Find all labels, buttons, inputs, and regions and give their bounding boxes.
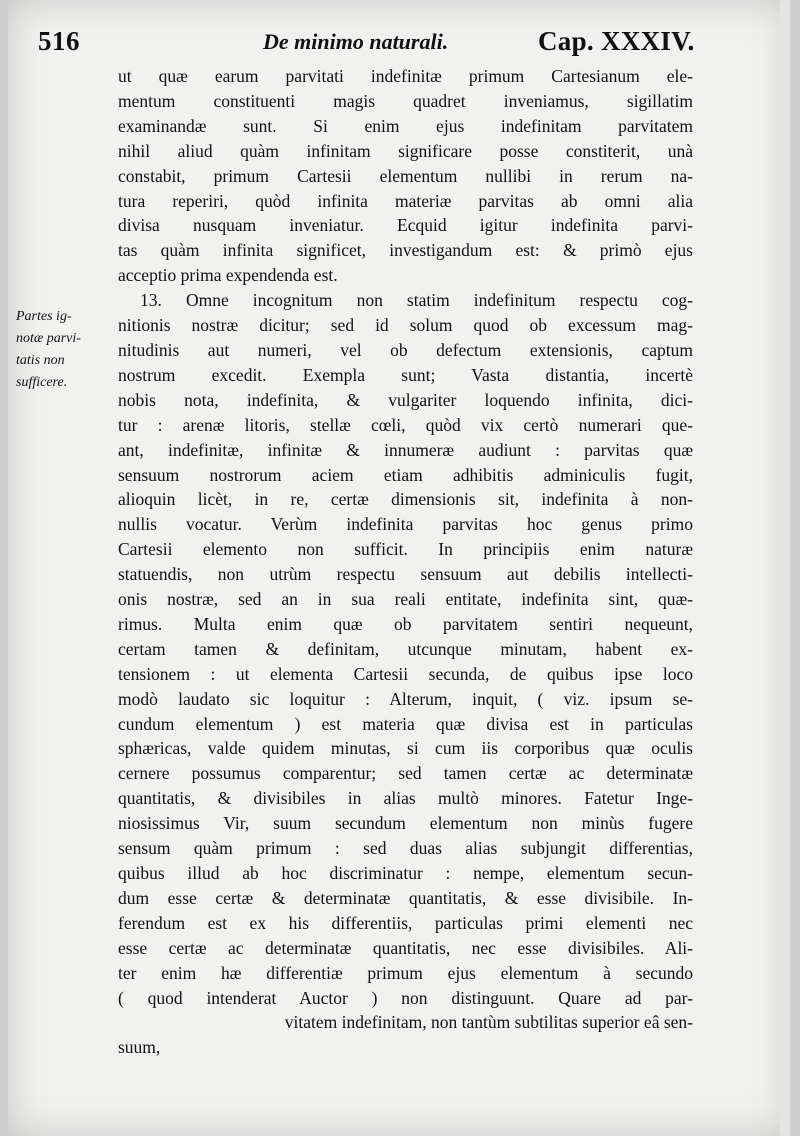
- text-line: ut quæ earum parvitati indefinitæ primum Cartesianum ele-: [118, 66, 693, 86]
- margin-note-line: notæ parvi-: [16, 331, 81, 346]
- text-line: sensuum nostrorum aciem etiam adhibitis adminiculis fugit,: [118, 464, 693, 485]
- text-line: dum esse certæ & determinatæ quantitatis, & esse divisibile. In-: [118, 887, 693, 908]
- running-title: De minimo naturali.: [263, 29, 449, 54]
- text-line: constabit, primum Cartesii elementum nullibi in rerum na-: [118, 165, 693, 186]
- text-line: vitatem indefinitam, non tantùm subtilitas superior eâ sen-: [284, 1012, 693, 1033]
- body-text: [118, 64, 693, 1060]
- text-line: cernere possumus comparentur; sed tamen certæ ac determinatæ: [118, 763, 693, 784]
- text-line: quantitatis, & divisibiles in alias multò minores. Fatetur Inge-: [118, 788, 693, 809]
- text-line: divisa nusquam inveniatur. Ecquid igitur indefinita parvi-: [118, 215, 693, 236]
- margin-note-line: tatis non: [16, 353, 65, 368]
- text-line: nitionis nostræ dicitur; sed id solum quod ob excessum mag-: [118, 315, 693, 336]
- margin-note-line: sufficere.: [16, 375, 68, 390]
- text-line: nobis nota, indefinita, & vulgariter loquendo infinita, dici-: [118, 389, 693, 410]
- text-line: nihil aliud quàm infinitam significare posse constiterit, unà: [118, 140, 693, 161]
- text-line: suum,: [118, 1037, 161, 1058]
- margin-note-line: Partes ig-: [16, 309, 72, 324]
- text-line: nostrum excedit. Exempla sunt; Vasta distantia, incertè: [118, 364, 693, 385]
- text-line: ter enim hæ differentiæ primum ejus elementum à secundo: [118, 962, 693, 983]
- text-line: certam tamen & definitam, utcunque minutam, habent ex-: [118, 638, 693, 659]
- text-line: tur : arenæ litoris, stellæ cœli, quòd vix certò numerari que-: [118, 414, 693, 435]
- text-line: esse certæ ac determinatæ quantitatis, nec esse divisibiles. Ali-: [118, 937, 693, 958]
- text-line: sensum quàm primum : sed duas alias subjungit differentias,: [118, 838, 693, 859]
- text-line: ant, indefinitæ, infinitæ & innumeræ audiunt : parvitas quæ: [118, 439, 693, 460]
- text-line: statuendis, non utrùm respectu sensuum aut debilis intellecti-: [118, 564, 693, 585]
- page-number: 516: [38, 26, 80, 56]
- text-line: examinandæ sunt. Si enim ejus indefinitam parvitatem: [118, 115, 693, 136]
- text-line: nullis vocatur. Verùm indefinita parvitas hoc genus primo: [118, 514, 693, 535]
- text-line: sphæricas, valde quidem minutas, si cum iis corporibus quæ oculis: [118, 738, 693, 759]
- text-line: quibus illud ab hoc discriminatur : nempe, elementum secun-: [118, 863, 693, 883]
- text-line: 13. Omne incognitum non statim indefinitum respectu cog-: [140, 290, 693, 311]
- page-header: [38, 26, 698, 62]
- text-line: onis nostræ, sed an in sua reali entitate, indefinita sint, quæ-: [118, 589, 693, 610]
- page-edge: [780, 0, 790, 1136]
- text-line: tensionem : ut elementa Cartesii secunda, de quibus ipse loco: [118, 663, 693, 684]
- text-line: modò laudato sic loquitur : Alterum, inquit, ( viz. ipsum se-: [118, 688, 693, 709]
- chapter-heading: Cap. XXXIV.: [538, 26, 695, 56]
- text-line: alioquin licèt, in re, certæ dimensionis sit, indefinita à non-: [118, 489, 693, 510]
- text-line: ferendum est ex his differentiis, particulas primi elementi nec: [118, 912, 693, 933]
- book-page: [8, 0, 790, 1136]
- text-line: tas quàm infinita significet, investigandum est: & primò ejus: [118, 240, 693, 261]
- text-line: niosissimus Vir, suum secundum elementum non minùs fugere: [118, 813, 693, 834]
- text-line: ( quod intenderat Auctor ) non distinguunt. Quare ad par-: [118, 987, 693, 1008]
- text-line: cundum elementum ) est materia quæ divisa est in particulas: [118, 713, 693, 734]
- margin-note: [16, 306, 101, 394]
- text-line: tura reperiri, quòd infinita materiæ parvitas ab omni alia: [118, 190, 693, 211]
- text-line: nitudinis aut numeri, vel ob defectum extensionis, captum: [118, 339, 693, 360]
- text-line: rimus. Multa enim quæ ob parvitatem sentiri nequeunt,: [118, 613, 693, 634]
- text-line: Cartesii elemento non sufficit. In principiis enim naturæ: [118, 539, 693, 560]
- text-line: acceptio prima expendenda est.: [118, 265, 338, 286]
- text-line: mentum constituenti magis quadret inveniamus, sigillatim: [118, 90, 693, 111]
